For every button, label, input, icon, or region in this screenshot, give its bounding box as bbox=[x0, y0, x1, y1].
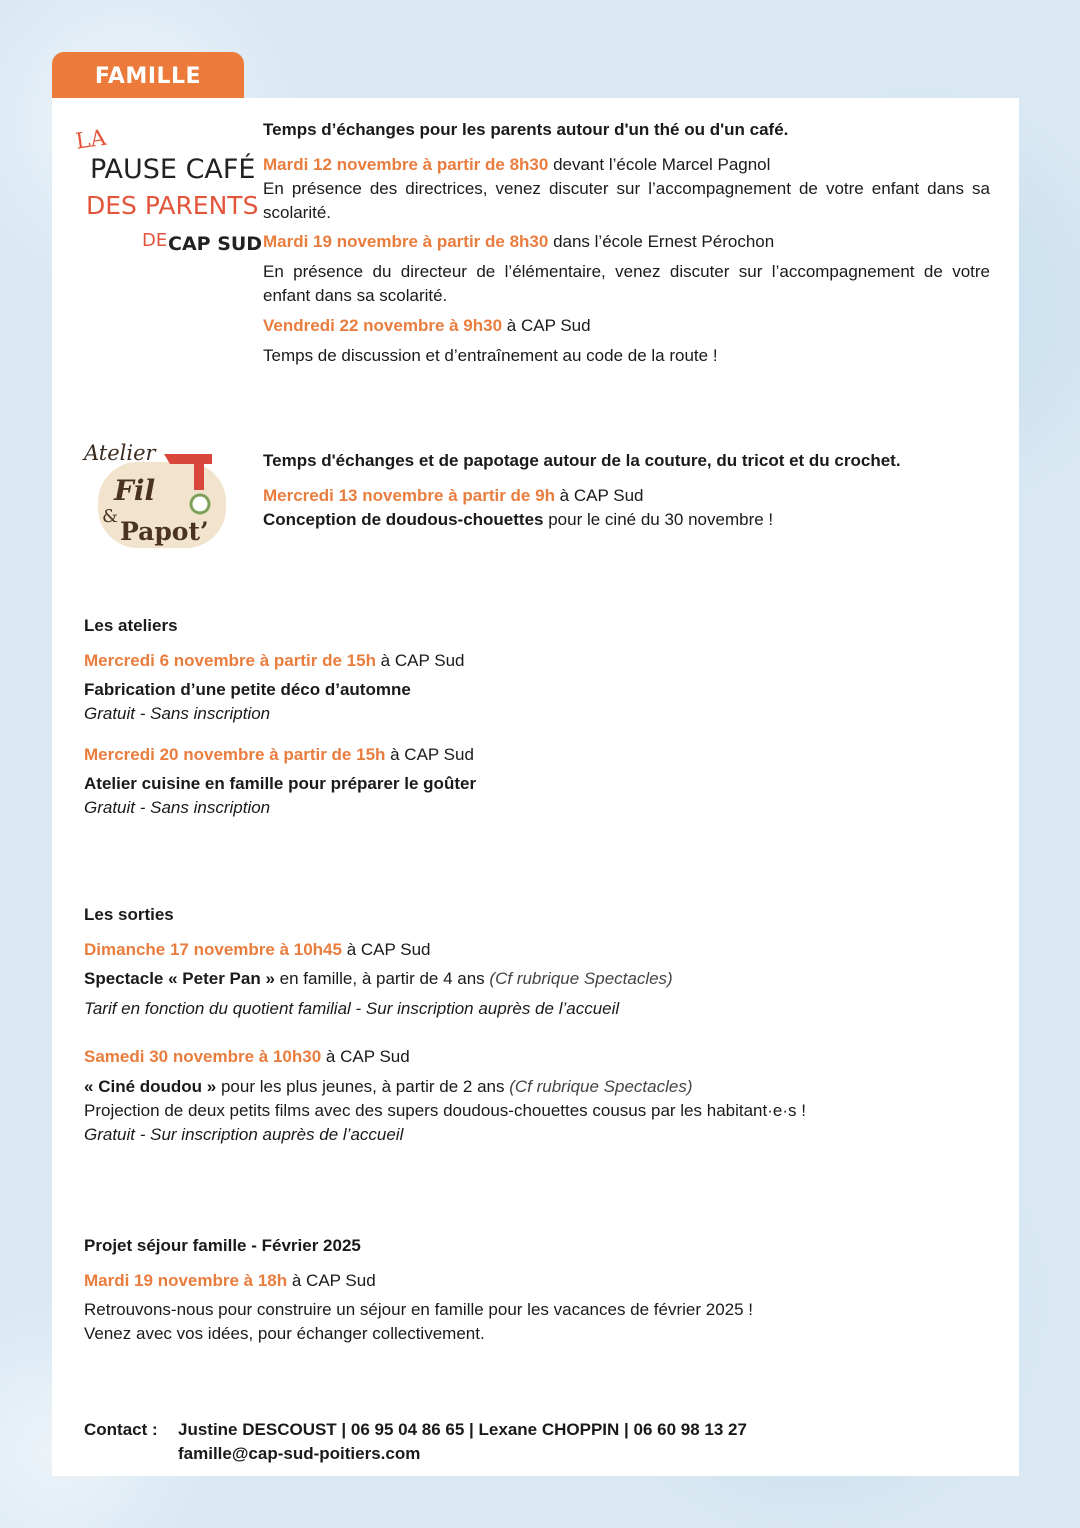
event-desc-bold: Conception de doudous-chouettes bbox=[263, 510, 544, 529]
event-date: Dimanche 17 novembre à 10h45 bbox=[84, 940, 342, 959]
logo-ampersand: & bbox=[102, 506, 119, 527]
event-row bbox=[263, 314, 990, 338]
section-title: Les ateliers bbox=[84, 616, 178, 635]
pause-cafe-heading: Temps d’échanges pour les parents autour d'un thé ou d'un café. bbox=[263, 120, 789, 139]
event-extra: Projection de deux petits films avec des supers doudous-chouettes cousus par les habitant·e·s ! bbox=[84, 1101, 806, 1120]
event-desc: Retrouvons-nous pour construire un séjour en famille pour les vacances de février 2025 ! bbox=[84, 1300, 754, 1319]
logo-cap-sud: CAP SUD bbox=[168, 233, 263, 255]
event-name: Fabrication d’une petite déco d’automne bbox=[84, 680, 411, 699]
event-ref: (Cf rubrique Spectacles) bbox=[509, 1077, 693, 1096]
event-row bbox=[84, 649, 984, 673]
event-desc: En présence du directeur de l’élémentaire, venez discuter sur l’accompagnement de votre enfant dans sa scolarité. bbox=[263, 262, 990, 305]
event-place: à CAP Sud bbox=[287, 1271, 376, 1290]
sorties-section bbox=[84, 903, 984, 1147]
logo-fil: Fil bbox=[114, 474, 156, 507]
contact-email[interactable]: famille@cap-sud-poitiers.com bbox=[178, 1444, 421, 1463]
section-title: Projet séjour famille - Février 2025 bbox=[84, 1236, 361, 1255]
event-name-a: « bbox=[84, 1077, 99, 1096]
pause-cafe-logo bbox=[72, 118, 263, 268]
event-date: Samedi 30 novembre à 10h30 bbox=[84, 1047, 322, 1066]
event-row bbox=[263, 153, 990, 177]
event-date: Mardi 12 novembre à partir de 8h30 bbox=[263, 155, 549, 174]
logo-des-parents: DES PARENTS bbox=[86, 191, 259, 220]
event-date: Vendredi 22 novembre à 9h30 bbox=[263, 316, 503, 335]
event-place: dans l’école Ernest Pérochon bbox=[548, 232, 775, 251]
contact-people: Justine DESCOUST | 06 95 04 86 65 | Lexane CHOPPIN | 06 60 98 13 27 bbox=[178, 1420, 747, 1439]
event-place: à CAP Sud bbox=[554, 486, 644, 505]
event-place: à CAP Sud bbox=[341, 940, 431, 959]
event-note: Gratuit - Sur inscription auprès de l’accueil bbox=[84, 1125, 404, 1144]
event-desc bbox=[263, 508, 990, 532]
event-name-c: » bbox=[202, 1077, 217, 1096]
event-place: à CAP Sud bbox=[502, 316, 591, 335]
section-tab-famille bbox=[52, 52, 244, 100]
flower-icon bbox=[191, 495, 209, 513]
event-desc: Venez avec vos idées, pour échanger collectivement. bbox=[84, 1324, 485, 1343]
event-rest: pour les plus jeunes, à partir de 2 ans bbox=[216, 1077, 510, 1096]
event-row bbox=[84, 1269, 984, 1293]
event-ref: (Cf rubrique Spectacles) bbox=[489, 969, 673, 988]
event-date: Mardi 19 novembre à 18h bbox=[84, 1271, 288, 1290]
logo-la: LA bbox=[74, 125, 108, 155]
event-name-b: Peter Pan bbox=[182, 969, 261, 988]
event-place: à CAP Sud bbox=[385, 745, 474, 764]
projet-section bbox=[84, 1234, 984, 1346]
event-desc-rest: pour le ciné du 30 novembre ! bbox=[543, 510, 774, 529]
atelier-fil-papot-logo bbox=[80, 432, 250, 554]
event-name-row bbox=[84, 967, 984, 991]
event-desc: En présence des directrices, venez discuter sur l’accompagnement de votre enfant dans sa scolarité. bbox=[263, 179, 990, 222]
event-row bbox=[263, 484, 990, 508]
event-row bbox=[84, 743, 984, 767]
logo-papot: Papot’ bbox=[120, 517, 209, 546]
event-place: à CAP Sud bbox=[321, 1047, 410, 1066]
event-name-b: Ciné doudou bbox=[98, 1077, 203, 1096]
event-date: Mercredi 6 novembre à partir de 15h bbox=[84, 651, 376, 670]
event-note: Tarif en fonction du quotient familial - Sur inscription auprès de l’accueil bbox=[84, 999, 620, 1018]
event-row bbox=[84, 938, 984, 962]
logo-pause-cafe: PAUSE CAFÉ bbox=[90, 154, 256, 185]
pause-cafe-section bbox=[263, 118, 990, 368]
logo-de: DE bbox=[142, 230, 168, 251]
event-name-a: Spectacle « bbox=[84, 969, 183, 988]
event-desc: Temps de discussion et d’entraînement au code de la route ! bbox=[263, 346, 718, 365]
event-name-row bbox=[84, 1075, 984, 1099]
section-title: Les sorties bbox=[84, 905, 174, 924]
event-date: Mercredi 13 novembre à partir de 9h bbox=[263, 486, 555, 505]
event-note: Gratuit - Sans inscription bbox=[84, 704, 271, 723]
event-row bbox=[84, 1045, 984, 1069]
event-place: devant l’école Marcel Pagnol bbox=[548, 155, 771, 174]
event-name-c: » bbox=[260, 969, 275, 988]
atelier-fil-heading: Temps d'échanges et de papotage autour de la couture, du tricot et du crochet. bbox=[263, 451, 901, 470]
event-note: Gratuit - Sans inscription bbox=[84, 798, 271, 817]
contact-label: Contact : bbox=[84, 1420, 158, 1439]
event-row bbox=[263, 230, 990, 254]
event-date: Mercredi 20 novembre à partir de 15h bbox=[84, 745, 386, 764]
logo-atelier: Atelier bbox=[84, 441, 156, 465]
atelier-fil-section bbox=[263, 449, 990, 532]
event-rest: en famille, à partir de 4 ans bbox=[274, 969, 490, 988]
event-name: Atelier cuisine en famille pour préparer le goûter bbox=[84, 774, 477, 793]
section-tab-label: FAMILLE bbox=[94, 63, 202, 89]
event-place: à CAP Sud bbox=[375, 651, 465, 670]
ateliers-section bbox=[84, 614, 984, 820]
event-date: Mardi 19 novembre à partir de 8h30 bbox=[263, 232, 549, 251]
